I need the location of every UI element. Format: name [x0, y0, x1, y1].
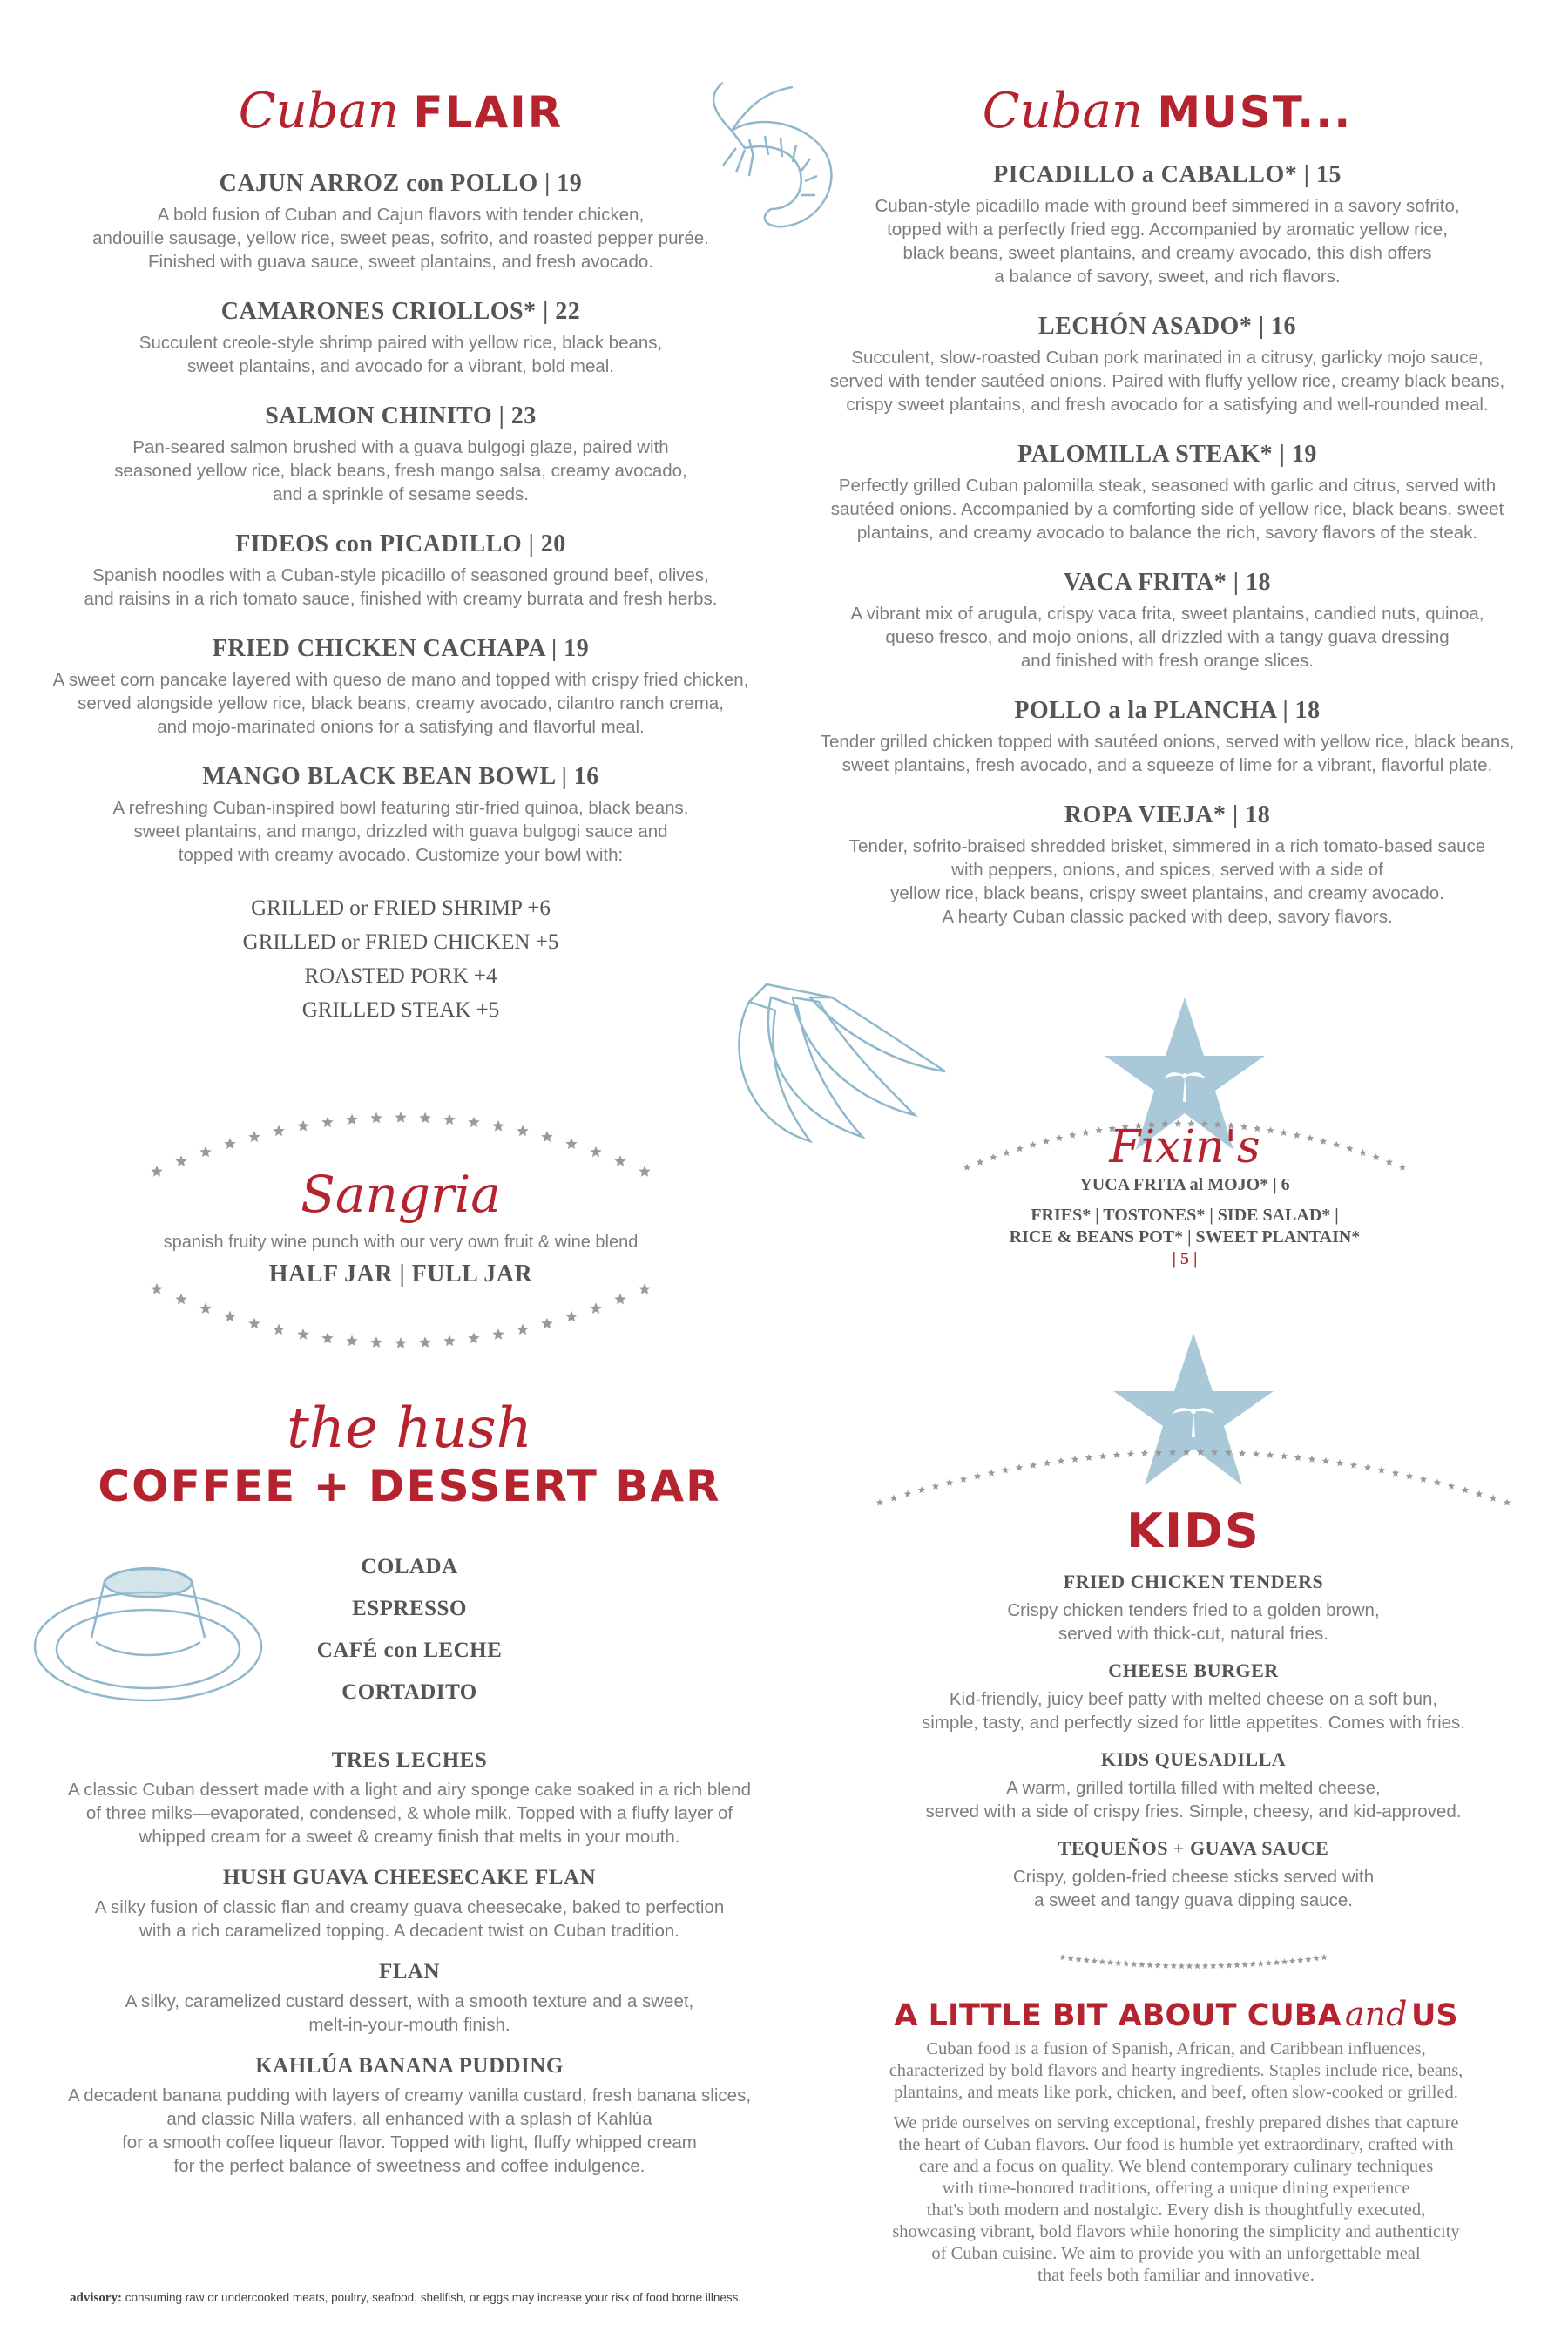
fixin-star	[1056, 1134, 1064, 1141]
kids-star	[1016, 1463, 1024, 1470]
fixin-star	[1346, 1145, 1354, 1152]
divider-star	[1266, 1960, 1273, 1966]
cuban-flair-item-title: SALMON CHINITO | 23	[265, 402, 537, 429]
kids-item-desc: Crispy, golden-fried cheese sticks served with a sweet and tangy guava dipping sauce.	[1012, 1867, 1375, 1910]
divider-star	[1249, 1961, 1256, 1967]
cuban-must-item-desc: A vibrant mix of arugula, crispy vaca frita, sweet plantains, candied nuts, quinoa, queso fresco, and mojo onions, all drizzled with a tangy guava dressing and finished with fresh orange slices.	[850, 604, 1484, 671]
sangria-star	[468, 1332, 479, 1343]
divider-star	[1194, 1963, 1201, 1969]
divider-star	[1321, 1954, 1328, 1960]
sangria-title: Sangria	[301, 1165, 501, 1224]
fixin-star	[1003, 1149, 1010, 1156]
divider-star	[1241, 1961, 1248, 1967]
sangria-star	[151, 1283, 162, 1294]
sangria-star	[346, 1335, 357, 1347]
sangria-star	[565, 1311, 577, 1322]
fixin-star	[1280, 1129, 1288, 1136]
fixin-star	[1016, 1145, 1024, 1152]
sangria-sizes: HALF JAR | FULL JAR	[268, 1260, 533, 1288]
kids-item-desc: Kid-friendly, juicy beef patty with melted cheese on a soft bun, simple, tasty, and perfectly sized for little appetites. Comes with fries.	[922, 1689, 1465, 1733]
kids-star	[890, 1495, 898, 1502]
cuban-flair-item-title: MANGO BLACK BEAN BOWL | 16	[202, 763, 599, 790]
divider-star	[1281, 1958, 1288, 1964]
dessert-item-desc: A silky fusion of classic flan and creamy guava cheesecake, baked to perfection with a rich caramelized topping. A decadent twist on Cuban tradition.	[94, 1897, 725, 1941]
kids-star	[1392, 1470, 1400, 1477]
dessert-item-desc: A classic Cuban dessert made with a light and airy sponge cake soaked in a rich blend of three milks—evaporated, condensed, & whole milk. Topped with a fluffy layer of whipped cream for a sweet & creamy finish that melts in your mouth.	[67, 1780, 751, 1847]
cuban-must-item	[810, 313, 1524, 416]
fixins-price: | 5 |	[1172, 1249, 1198, 1268]
divider-star	[1179, 1963, 1186, 1969]
about-title-script: and	[1345, 1995, 1408, 2033]
advisory-text: consuming raw or undercooked meats, poultry, seafood, shellfish, or eggs may increase your risk of food borne illness.	[125, 2291, 742, 2304]
bowl-options	[52, 891, 749, 1027]
kids-star	[1364, 1463, 1372, 1470]
kids-star	[1141, 1450, 1149, 1456]
kids-star	[1336, 1459, 1344, 1466]
kids-item-title: FRIED CHICKEN TENDERS	[1063, 1571, 1324, 1592]
sangria-star	[517, 1125, 528, 1137]
cuban-must-item-title: VACA FRITA* | 18	[1064, 569, 1271, 596]
kids-star	[1322, 1457, 1330, 1464]
fixins-title: Fixin's	[1109, 1121, 1260, 1173]
sangria-desc: spanish fruity wine punch with our very own fruit & wine blend	[163, 1233, 639, 1252]
fixin-star	[1082, 1129, 1090, 1136]
kids-star	[904, 1490, 912, 1497]
kids-star	[1002, 1466, 1010, 1473]
cuban-must-items	[810, 161, 1524, 929]
divider-star	[1107, 1959, 1114, 1965]
kids-star	[1058, 1457, 1065, 1464]
cuban-must-item-title: ROPA VIEJA* | 18	[1064, 801, 1271, 828]
dessert-item-title: FLAN	[378, 1960, 441, 1984]
cuban-flair-item	[52, 763, 749, 867]
kids-item-desc: A warm, grilled tortilla filled with melted cheese, served with a side of crispy fries. Simple, cheesy, and kid-approved.	[925, 1778, 1462, 1821]
cuban-must-item-desc: Succulent, slow-roasted Cuban pork marinated in a citrusy, garlicky mojo sauce, served with tender sautéed onions. Paired with fluffy yellow rice, creamy black beans, crispy sweet plantains, and fresh avocado for a satisfying and well-rounded meal.	[829, 348, 1505, 415]
sangria-star	[321, 1117, 333, 1128]
sangria-star	[175, 1294, 186, 1305]
sangria-star	[346, 1114, 357, 1125]
divider-star	[1131, 1961, 1138, 1967]
dessert-item	[52, 1866, 767, 1943]
dessert-item-desc: A decadent banana pudding with layers of creamy vanilla custard, fresh banana slices, and classic Nilla wafers, all enhanced with a splash of Kahlúa for a smooth coffee liqueur flavor. Topped with light, fluffy whipped cream for the perfect balance of sweetness and coffee indulgence.	[67, 2085, 752, 2176]
cuban-flair-script: Cuban	[238, 83, 399, 139]
advisory-note	[70, 2291, 854, 2306]
divider-star	[1059, 1954, 1066, 1960]
fixin-star	[1320, 1138, 1328, 1145]
divider-star	[1218, 1963, 1225, 1969]
kids-star	[1294, 1454, 1302, 1461]
bowl-option: GRILLED or FRIED CHICKEN +5	[242, 930, 559, 954]
kids-star	[1113, 1451, 1121, 1458]
sangria-star	[395, 1112, 406, 1123]
about-heading	[819, 1995, 1533, 2033]
about-paragraph-2: We pride ourselves on serving exceptional, freshly prepared dishes that capture the heart of Cuban flavors. Our food is humble yet extraordinary, crafted with care and a focus on quality. We blend contemporary culinary techniques with time-honored traditions, offering a unique dining experience that's both modern and nostalgic. Every dish is thoughtfully executed, showcasing vibrant, bold flavors while honoring the simplicity and authenticity of Cuban cuisine. We aim to provide you with an unforgettable meal that feels both familiar and innovative.	[892, 2113, 1460, 2285]
cuban-must-section	[810, 83, 1524, 953]
cuban-must-item-title: PICADILLO a CABALLO* | 15	[993, 161, 1342, 188]
cuban-must-item-desc: Tender grilled chicken topped with sautéed onions, served with yellow rice, black beans, sweet plantains, fresh avocado, and a squeeze of lime for a vibrant, flavorful plate.	[820, 732, 1515, 775]
kids-star	[1099, 1452, 1107, 1459]
cuban-flair-item	[52, 531, 749, 611]
cuban-flair-item-desc: Succulent creole-style shrimp paired with yellow rice, black beans, sweet plantains, and avocado for a vibrant, bold meal.	[139, 333, 663, 376]
kids-star	[876, 1499, 884, 1506]
kids-items	[871, 1571, 1516, 1912]
sangria-star	[297, 1120, 308, 1132]
kids-star	[1406, 1472, 1414, 1479]
sangria-star	[273, 1125, 284, 1137]
coffee-drink: ESPRESSO	[352, 1597, 467, 1620]
sangria-star	[492, 1120, 504, 1132]
divider-star	[1313, 1955, 1320, 1961]
sangria-star	[541, 1131, 552, 1142]
kids-item-title: KIDS QUESADILLA	[1100, 1748, 1287, 1770]
divider-star	[1233, 1962, 1240, 1968]
fixin-star	[1095, 1126, 1103, 1133]
divider-star	[1297, 1957, 1304, 1963]
sangria-star	[248, 1318, 260, 1329]
cuban-must-item	[810, 161, 1524, 288]
cuban-flair-section	[52, 83, 749, 1027]
cuban-must-item-title: PALOMILLA STEAK* | 19	[1017, 441, 1317, 468]
divider-star	[1289, 1957, 1296, 1963]
kids-title: KIDS	[1126, 1504, 1260, 1558]
cuban-must-item	[810, 441, 1524, 544]
hush-script: the hush	[287, 1396, 532, 1461]
fixin-star	[1333, 1141, 1341, 1148]
cuban-must-item	[810, 569, 1524, 672]
about-title-b: US	[1410, 1998, 1458, 2033]
dessert-item-title: KAHLÚA BANANA PUDDING	[255, 2054, 564, 2078]
kids-star	[1308, 1456, 1316, 1463]
fixin-star	[1359, 1149, 1367, 1156]
about-section	[819, 1995, 1533, 2287]
sangria-star	[419, 1112, 430, 1124]
sangria-star	[419, 1336, 430, 1348]
sangria-star	[199, 1302, 211, 1314]
kids-item-title: TEQUEÑOS + GUAVA SAUCE	[1058, 1837, 1329, 1859]
cuban-must-script: Cuban	[982, 83, 1143, 139]
cuban-flair-bold: FLAIR	[413, 87, 564, 138]
about-paragraph-1: Cuban food is a fusion of Spanish, African, and Caribbean influences, characterized by bold flavors and hearty ingredients. Staples include rice, beans, plantains, and meats like pork, chicken, and beef, often slow-cooked or grilled.	[889, 2039, 1463, 2102]
fixin-star	[1307, 1134, 1315, 1141]
cuban-must-item	[810, 801, 1524, 929]
fixins-sides-2: RICE & BEANS POT* | SWEET PLANTAIN*	[1009, 1227, 1361, 1247]
divider-star	[1067, 1955, 1074, 1961]
kids-star	[1281, 1452, 1288, 1459]
fixin-star	[977, 1159, 984, 1166]
kids-star	[946, 1479, 954, 1486]
cuban-flair-item-desc: A refreshing Cuban-inspired bowl featuring stir-fried quinoa, black beans, sweet plantains, and mango, drizzled with guava bulgogi sauce and topped with creamy avocado. Customize your bowl with:	[112, 798, 689, 865]
fixin-star	[1399, 1164, 1407, 1171]
fixins-section	[958, 993, 1411, 1269]
divider-star	[1084, 1957, 1091, 1963]
kids-star	[974, 1472, 982, 1479]
cuban-flair-item-desc: Spanish noodles with a Cuban-style picadillo of seasoned ground beef, olives, and raisins in a rich tomato sauce, finished with creamy burrata and fresh herbs.	[84, 565, 718, 609]
cuban-must-item-desc: Tender, sofrito-braised shredded brisket, simmered in a rich tomato-based sauce with peppers, onions, and spices, served with a side of yellow rice, black beans, crispy sweet plantains, and creamy avocado. A hearty Cuban classic packed with deep, savory flavors.	[848, 836, 1486, 927]
sangria-star	[614, 1294, 625, 1305]
kids-item	[871, 1571, 1516, 1646]
kids-star	[1085, 1454, 1093, 1461]
kids-item	[871, 1748, 1516, 1823]
shrimp-illustration	[697, 78, 854, 244]
kids-star	[1253, 1450, 1260, 1457]
cuban-must-item-title: POLLO a la PLANCHA | 18	[1014, 697, 1321, 724]
sangria-star	[639, 1283, 650, 1294]
divider-star	[1226, 1962, 1233, 1968]
divider-star	[1075, 1956, 1082, 1962]
sangria-star	[590, 1146, 601, 1158]
bowl-option: GRILLED STEAK +5	[301, 998, 500, 1022]
kids-star	[988, 1470, 996, 1477]
sangria-star	[541, 1318, 552, 1329]
kids-star	[1476, 1490, 1484, 1497]
kids-star	[1071, 1456, 1079, 1463]
dessert-item-desc: A silky, caramelized custard dessert, with a smooth texture and a sweet, melt-in-your-mouth finish.	[125, 1991, 694, 2035]
divider-star	[1146, 1962, 1153, 1968]
coffee-drink: CAFÉ con LECHE	[316, 1639, 503, 1662]
kids-item	[871, 1837, 1516, 1912]
kids-star	[918, 1486, 926, 1493]
dessert-item	[52, 1748, 767, 1848]
kids-star-divider	[871, 1947, 1516, 1982]
fixin-star	[1294, 1132, 1301, 1139]
divider-star	[1202, 1963, 1209, 1969]
cuban-must-item	[810, 697, 1524, 777]
sangria-star	[297, 1328, 308, 1340]
fixins-sides-1: FRIES* | TOSTONES* | SIDE SALAD* |	[1031, 1206, 1339, 1225]
kids-star	[1504, 1499, 1511, 1506]
kids-star	[1044, 1459, 1051, 1466]
cuban-flair-heading	[52, 83, 749, 144]
sangria-star	[517, 1324, 528, 1335]
cuban-flair-item-desc: A sweet corn pancake layered with queso de mano and topped with crispy fried chicken, served alongside yellow rice, black beans, creamy avocado, cilantro ranch crema, and mojo-marinated onions for a satisfying and flavorful meal.	[52, 670, 749, 737]
divider-star	[1099, 1958, 1106, 1964]
sangria-star	[273, 1324, 284, 1335]
hush-section	[52, 1398, 767, 2195]
advisory-label: advisory:	[70, 2291, 122, 2305]
sangria-star	[565, 1138, 577, 1149]
kids-star	[1030, 1462, 1037, 1469]
kids-star	[1462, 1486, 1470, 1493]
divider-star	[1258, 1960, 1265, 1966]
kids-section	[871, 1328, 1516, 1986]
sangria-star	[370, 1112, 382, 1124]
kids-star	[1127, 1450, 1135, 1457]
cuban-flair-item-desc: A bold fusion of Cuban and Cajun flavors with tender chicken, andouille sausage, yellow rice, sweet peas, sofrito, and roasted pepper purée. Finished with guava sauce, sweet plantains, and fresh avocado.	[92, 205, 709, 272]
sangria-star	[492, 1328, 504, 1340]
kids-star	[1267, 1451, 1274, 1458]
divider-star	[1171, 1963, 1178, 1969]
sangria-star	[590, 1302, 601, 1314]
sangria-star	[468, 1117, 479, 1128]
sangria-star	[443, 1114, 455, 1125]
fixin-star	[1267, 1126, 1274, 1133]
dessert-item	[52, 1960, 767, 2037]
hush-desserts	[52, 1748, 767, 2178]
kids-item-desc: Crispy chicken tenders fried to a golden brown, served with thick-cut, natural fries.	[1007, 1600, 1380, 1644]
divider-star	[1123, 1960, 1130, 1966]
sangria-star	[443, 1335, 455, 1347]
fixins-yuca: YUCA FRITA al MOJO* | 6	[1079, 1175, 1290, 1194]
fixin-star	[1386, 1159, 1394, 1166]
kids-star	[1448, 1483, 1456, 1490]
sangria-star	[321, 1332, 333, 1343]
cuban-flair-item-title: CAJUN ARROZ con POLLO | 19	[219, 170, 583, 197]
kids-star	[1378, 1466, 1386, 1473]
kids-star	[932, 1483, 940, 1490]
cuban-must-bold: MUST...	[1157, 87, 1353, 138]
dessert-item	[52, 2054, 767, 2178]
fixin-star	[1043, 1138, 1051, 1145]
coffee-drink: COLADA	[361, 1555, 458, 1578]
coffee-drink: CORTADITO	[341, 1680, 477, 1704]
divider-star	[1186, 1963, 1193, 1969]
sangria-star	[370, 1336, 382, 1348]
divider-star	[1162, 1963, 1169, 1969]
sangria-star	[395, 1337, 406, 1348]
kids-star	[1239, 1450, 1247, 1456]
cuban-must-item-desc: Perfectly grilled Cuban palomilla steak, seasoned with garlic and citrus, served with sautéed onions. Accompanied by a comforting side of yellow rice, black beans, sweet plantains, and creamy avocado to balance the rich, savory flavors of the steak.	[830, 476, 1504, 543]
about-title-a: A LITTLE BIT ABOUT CUBA	[894, 1998, 1342, 2033]
bowl-option: GRILLED or FRIED SHRIMP +6	[251, 896, 551, 920]
fixin-star	[990, 1153, 997, 1160]
cuban-flair-item	[52, 170, 749, 274]
sangria-star	[248, 1131, 260, 1142]
cuban-flair-item	[52, 402, 749, 506]
fixin-star	[963, 1164, 971, 1171]
kids-star	[1490, 1495, 1497, 1502]
bowl-option: ROASTED PORK +4	[304, 964, 497, 988]
kids-item	[871, 1659, 1516, 1734]
divider-star	[1154, 1962, 1161, 1968]
hush-bold: COFFEE + DESSERT BAR	[98, 1461, 721, 1511]
kids-star-graphic	[871, 1328, 1516, 1511]
dessert-item-title: TRES LECHES	[331, 1748, 488, 1772]
dessert-item-title: HUSH GUAVA CHEESECAKE FLAN	[222, 1866, 597, 1889]
kids-star	[1420, 1476, 1428, 1483]
kids-star	[960, 1476, 968, 1483]
divider-star	[1305, 1956, 1312, 1962]
divider-star	[1274, 1959, 1281, 1965]
cuban-flair-item-title: FRIED CHICKEN CACHAPA | 19	[212, 635, 590, 662]
cuban-flair-item-desc: Pan-seared salmon brushed with a guava bulgogi glaze, paired with seasoned yellow rice, black beans, fresh mango salsa, creamy avocado, and a sprinkle of sesame seeds.	[114, 437, 687, 504]
fixin-star	[1372, 1153, 1380, 1160]
cuban-flair-item-title: FIDEOS con PICADILLO | 20	[235, 531, 566, 558]
divider-star	[1092, 1957, 1098, 1963]
divider-star	[1139, 1961, 1146, 1967]
sangria-star	[224, 1138, 235, 1149]
kids-star	[1434, 1479, 1442, 1486]
flan-illustration	[26, 1546, 270, 1712]
cuban-flair-item	[52, 298, 749, 378]
fixin-star	[1030, 1141, 1037, 1148]
kids-item-title: CHEESE BURGER	[1108, 1659, 1279, 1681]
fixin-star	[1069, 1132, 1077, 1139]
sangria-star-arch-bottom	[148, 1281, 653, 1350]
sangria-section	[148, 1111, 653, 1337]
banana-illustration	[714, 976, 958, 1159]
cuban-must-item-desc: Cuban-style picadillo made with ground beef simmered in a savory sofrito, topped with a perfectly fried egg. Accompanied by aromatic yellow rice, black beans, sweet plantains, and creamy avocado, this dish offers a balance of savory, sweet, and rich flavors.	[875, 196, 1460, 287]
kids-star	[1350, 1462, 1358, 1469]
sangria-star	[199, 1146, 211, 1158]
divider-star	[1210, 1963, 1217, 1969]
sangria-star	[224, 1311, 235, 1322]
cuban-must-item-title: LECHÓN ASADO* | 16	[1038, 313, 1296, 340]
cuban-flair-item	[52, 635, 749, 739]
cuban-must-heading	[810, 83, 1524, 144]
divider-star	[1115, 1960, 1122, 1966]
cuban-flair-items	[52, 170, 749, 867]
cuban-flair-item-title: CAMARONES CRIOLLOS* | 22	[220, 298, 581, 325]
